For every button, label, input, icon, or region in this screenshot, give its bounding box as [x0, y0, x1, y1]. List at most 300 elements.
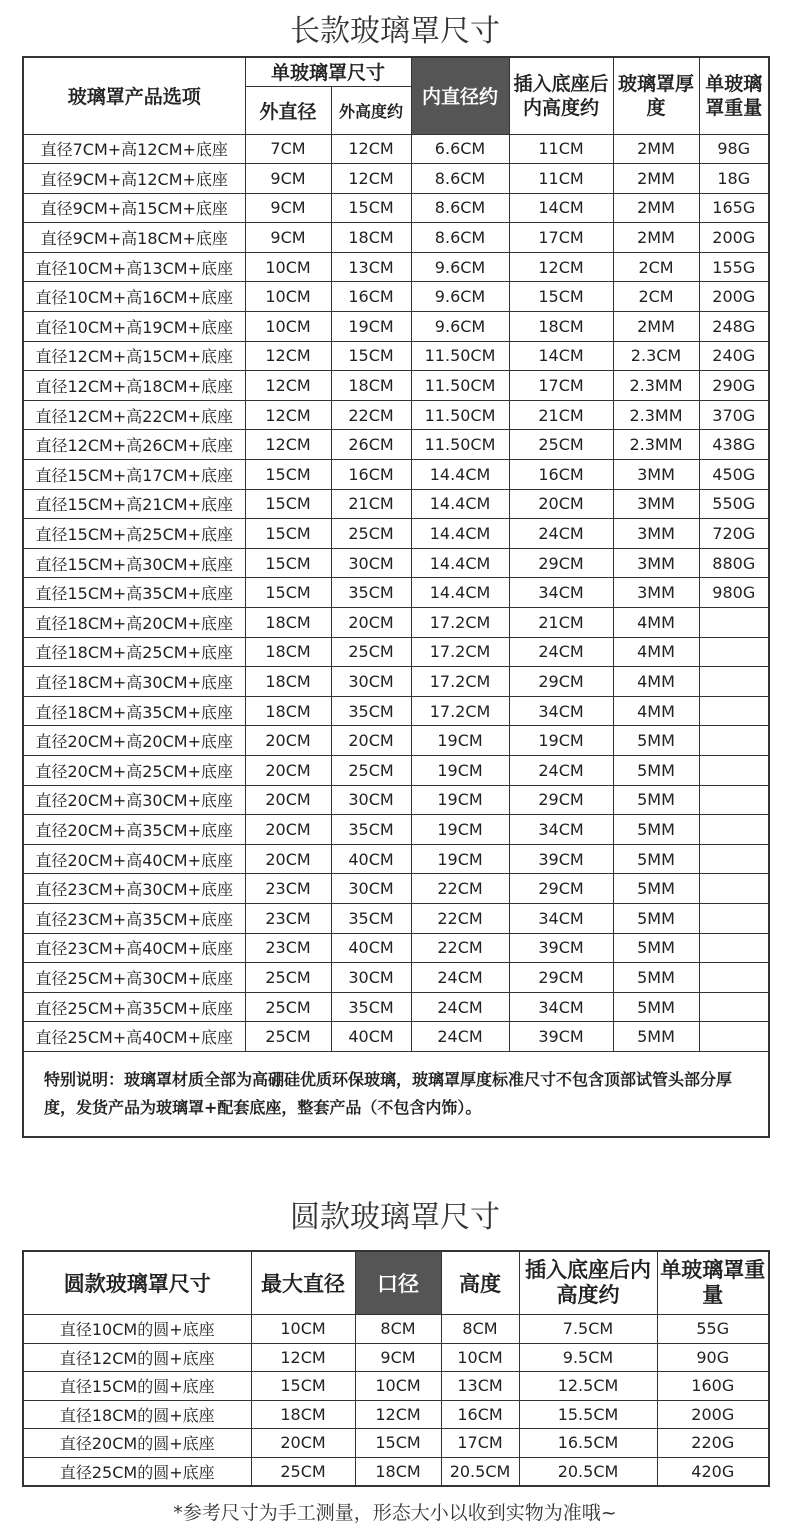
row-value-cell: 16CM [331, 282, 411, 312]
row-value-cell: 2.3CM [613, 341, 699, 371]
row-value-cell: 25CM [331, 519, 411, 549]
round-header-option: 圆款玻璃罩尺寸 [23, 1251, 251, 1315]
row-value-cell: 11CM [509, 164, 613, 194]
row-option-cell: 直径15CM+高21CM+底座 [23, 489, 245, 519]
row-value-cell: 12CM [355, 1400, 441, 1429]
row-value-cell: 18CM [331, 371, 411, 401]
row-value-cell: 3MM [613, 489, 699, 519]
row-option-cell: 直径25CM的圆+底座 [23, 1457, 251, 1486]
row-value-cell: 24CM [411, 1022, 509, 1052]
row-value-cell [699, 933, 769, 963]
table-row [23, 371, 769, 401]
row-value-cell: 24CM [509, 755, 613, 785]
row-value-cell: 10CM [251, 1315, 355, 1344]
row-value-cell: 20CM [245, 726, 331, 756]
row-value-cell: 14.4CM [411, 548, 509, 578]
row-value-cell: 25CM [245, 963, 331, 993]
row-value-cell [699, 608, 769, 638]
table-row [23, 963, 769, 993]
row-value-cell: 40CM [331, 844, 411, 874]
row-value-cell: 29CM [509, 548, 613, 578]
row-value-cell: 155G [699, 252, 769, 282]
header-weight: 单玻璃罩重量 [699, 57, 769, 134]
table-row [23, 637, 769, 667]
row-value-cell: 5MM [613, 726, 699, 756]
row-option-cell: 直径12CM+高22CM+底座 [23, 400, 245, 430]
row-value-cell: 8.6CM [411, 193, 509, 223]
row-option-cell: 直径25CM+高30CM+底座 [23, 963, 245, 993]
row-option-cell: 直径12CM+高26CM+底座 [23, 430, 245, 460]
row-value-cell: 5MM [613, 785, 699, 815]
row-value-cell: 160G [657, 1372, 769, 1401]
row-value-cell: 200G [699, 223, 769, 253]
row-value-cell: 5MM [613, 844, 699, 874]
table-row [23, 1022, 769, 1052]
row-value-cell: 8.6CM [411, 223, 509, 253]
table-row [23, 519, 769, 549]
row-value-cell: 5MM [613, 963, 699, 993]
row-value-cell [699, 1022, 769, 1052]
row-value-cell: 9CM [245, 223, 331, 253]
table-row [23, 282, 769, 312]
row-value-cell: 20CM [245, 815, 331, 845]
round-header-height: 高度 [441, 1251, 519, 1315]
row-value-cell: 35CM [331, 578, 411, 608]
row-value-cell: 11.50CM [411, 371, 509, 401]
row-value-cell: 16.5CM [519, 1429, 657, 1458]
row-value-cell [699, 874, 769, 904]
row-value-cell: 21CM [509, 608, 613, 638]
row-value-cell: 9.6CM [411, 252, 509, 282]
table-row [23, 312, 769, 342]
row-value-cell: 17.2CM [411, 667, 509, 697]
table-row [23, 1372, 769, 1401]
row-value-cell: 15CM [355, 1429, 441, 1458]
row-value-cell: 20.5CM [519, 1457, 657, 1486]
table-row [23, 1343, 769, 1372]
header-thickness: 玻璃罩厚度 [613, 57, 699, 134]
row-value-cell: 25CM [245, 1022, 331, 1052]
row-value-cell: 4MM [613, 608, 699, 638]
row-value-cell: 17CM [509, 371, 613, 401]
table-row [23, 1400, 769, 1429]
row-value-cell: 11CM [509, 134, 613, 164]
table-row [23, 341, 769, 371]
row-value-cell: 370G [699, 400, 769, 430]
round-header-max-diameter: 最大直径 [251, 1251, 355, 1315]
row-value-cell: 30CM [331, 785, 411, 815]
row-value-cell [699, 903, 769, 933]
row-value-cell: 18G [699, 164, 769, 194]
row-value-cell: 18CM [509, 312, 613, 342]
row-value-cell: 12CM [251, 1343, 355, 1372]
row-option-cell: 直径20CM+高35CM+底座 [23, 815, 245, 845]
header-option: 玻璃罩产品选项 [23, 57, 245, 134]
row-value-cell: 880G [699, 548, 769, 578]
row-value-cell [699, 726, 769, 756]
row-option-cell: 直径23CM+高35CM+底座 [23, 903, 245, 933]
row-value-cell: 39CM [509, 933, 613, 963]
row-value-cell [699, 963, 769, 993]
row-value-cell: 2.3MM [613, 371, 699, 401]
row-value-cell: 25CM [245, 992, 331, 1022]
row-value-cell: 5MM [613, 815, 699, 845]
round-header-weight: 单玻璃罩重量 [657, 1251, 769, 1315]
row-value-cell: 20CM [331, 608, 411, 638]
row-value-cell: 15CM [245, 460, 331, 490]
row-option-cell: 直径15CM+高35CM+底座 [23, 578, 245, 608]
table-row [23, 1457, 769, 1486]
row-value-cell: 5MM [613, 755, 699, 785]
row-value-cell: 22CM [331, 400, 411, 430]
table-row [23, 815, 769, 845]
row-value-cell: 39CM [509, 844, 613, 874]
row-option-cell: 直径18CM+高30CM+底座 [23, 667, 245, 697]
row-value-cell [699, 755, 769, 785]
table-row [23, 164, 769, 194]
table-row [23, 874, 769, 904]
round-section-title: 圆款玻璃罩尺寸 [290, 1200, 500, 1235]
row-value-cell: 2.3MM [613, 400, 699, 430]
row-value-cell: 2CM [613, 252, 699, 282]
row-value-cell: 30CM [331, 874, 411, 904]
row-value-cell: 12.5CM [519, 1372, 657, 1401]
round-header-mouth: 口径 [355, 1251, 441, 1315]
row-option-cell: 直径25CM+高35CM+底座 [23, 992, 245, 1022]
row-value-cell: 40CM [331, 933, 411, 963]
row-value-cell: 11.50CM [411, 400, 509, 430]
row-value-cell: 10CM [245, 312, 331, 342]
row-value-cell: 15CM [509, 282, 613, 312]
row-value-cell: 14.4CM [411, 460, 509, 490]
row-option-cell: 直径12CM+高18CM+底座 [23, 371, 245, 401]
row-value-cell: 450G [699, 460, 769, 490]
row-option-cell: 直径7CM+高12CM+底座 [23, 134, 245, 164]
row-value-cell: 20CM [245, 755, 331, 785]
row-value-cell: 39CM [509, 1022, 613, 1052]
row-value-cell: 14.4CM [411, 578, 509, 608]
row-value-cell: 15CM [331, 341, 411, 371]
table-row [23, 844, 769, 874]
row-value-cell: 3MM [613, 578, 699, 608]
row-value-cell: 12CM [509, 252, 613, 282]
row-value-cell: 19CM [411, 726, 509, 756]
row-value-cell: 5MM [613, 1022, 699, 1052]
row-value-cell: 30CM [331, 667, 411, 697]
table-row [23, 489, 769, 519]
table-row [23, 726, 769, 756]
row-value-cell: 2MM [613, 193, 699, 223]
table-row [23, 548, 769, 578]
row-value-cell: 20CM [331, 726, 411, 756]
row-value-cell: 2CM [613, 282, 699, 312]
row-value-cell: 5MM [613, 874, 699, 904]
row-option-cell: 直径12CM的圆+底座 [23, 1343, 251, 1372]
row-value-cell: 7CM [245, 134, 331, 164]
row-value-cell: 15CM [331, 193, 411, 223]
row-value-cell: 9.6CM [411, 312, 509, 342]
row-value-cell: 7.5CM [519, 1315, 657, 1344]
table-row [23, 903, 769, 933]
row-value-cell: 8.6CM [411, 164, 509, 194]
row-option-cell: 直径23CM+高30CM+底座 [23, 874, 245, 904]
row-value-cell: 18CM [245, 637, 331, 667]
row-value-cell: 200G [699, 282, 769, 312]
row-value-cell: 17.2CM [411, 637, 509, 667]
row-option-cell: 直径15CM+高25CM+底座 [23, 519, 245, 549]
row-value-cell: 20CM [251, 1429, 355, 1458]
header-outer-height: 外高度约 [331, 86, 411, 134]
row-option-cell: 直径10CM+高13CM+底座 [23, 252, 245, 282]
row-value-cell: 35CM [331, 696, 411, 726]
row-value-cell: 9CM [245, 164, 331, 194]
row-option-cell: 直径12CM+高15CM+底座 [23, 341, 245, 371]
row-value-cell: 17.2CM [411, 696, 509, 726]
row-value-cell: 24CM [509, 519, 613, 549]
row-value-cell: 5MM [613, 992, 699, 1022]
special-note: 特别说明：玻璃罩材质全部为高硼硅优质环保玻璃，玻璃罩厚度标准尺寸不包含顶部试管头部分厚度，发货产品为玻璃罩+配套底座，整套产品（不包含内饰）。 [23, 1051, 769, 1137]
row-option-cell: 直径20CM+高30CM+底座 [23, 785, 245, 815]
row-option-cell: 直径18CM+高25CM+底座 [23, 637, 245, 667]
row-value-cell: 30CM [331, 963, 411, 993]
table-row [23, 755, 769, 785]
row-value-cell: 16CM [331, 460, 411, 490]
row-value-cell [699, 696, 769, 726]
row-value-cell: 11.50CM [411, 341, 509, 371]
row-value-cell: 10CM [245, 252, 331, 282]
row-value-cell: 12CM [331, 134, 411, 164]
row-value-cell: 12CM [245, 371, 331, 401]
row-option-cell: 直径9CM+高18CM+底座 [23, 223, 245, 253]
table-row [23, 933, 769, 963]
row-value-cell: 29CM [509, 785, 613, 815]
row-value-cell: 98G [699, 134, 769, 164]
row-value-cell: 11.50CM [411, 430, 509, 460]
row-option-cell: 直径23CM+高40CM+底座 [23, 933, 245, 963]
row-value-cell: 34CM [509, 815, 613, 845]
round-header-inner-height: 插入底座后内高度约 [519, 1251, 657, 1315]
row-value-cell: 4MM [613, 696, 699, 726]
row-value-cell: 15.5CM [519, 1400, 657, 1429]
row-option-cell: 直径10CM的圆+底座 [23, 1315, 251, 1344]
round-size-table [22, 1250, 770, 1487]
row-value-cell: 35CM [331, 815, 411, 845]
row-value-cell: 438G [699, 430, 769, 460]
row-value-cell: 34CM [509, 696, 613, 726]
row-value-cell: 19CM [411, 785, 509, 815]
row-value-cell: 2MM [613, 164, 699, 194]
row-option-cell: 直径18CM的圆+底座 [23, 1400, 251, 1429]
row-option-cell: 直径20CM+高25CM+底座 [23, 755, 245, 785]
long-size-table [22, 56, 770, 1138]
row-value-cell: 23CM [245, 903, 331, 933]
row-value-cell: 25CM [509, 430, 613, 460]
row-value-cell: 720G [699, 519, 769, 549]
row-value-cell: 6.6CM [411, 134, 509, 164]
row-value-cell: 8CM [355, 1315, 441, 1344]
row-value-cell: 25CM [331, 637, 411, 667]
table-row [23, 460, 769, 490]
row-value-cell: 3MM [613, 519, 699, 549]
row-value-cell: 980G [699, 578, 769, 608]
row-value-cell: 17CM [509, 223, 613, 253]
row-value-cell: 240G [699, 341, 769, 371]
row-value-cell: 9.5CM [519, 1343, 657, 1372]
row-value-cell [699, 844, 769, 874]
row-value-cell: 19CM [509, 726, 613, 756]
row-option-cell: 直径10CM+高16CM+底座 [23, 282, 245, 312]
row-value-cell: 3MM [613, 460, 699, 490]
table-row [23, 400, 769, 430]
row-value-cell: 8CM [441, 1315, 519, 1344]
row-value-cell [699, 815, 769, 845]
row-value-cell: 165G [699, 193, 769, 223]
row-value-cell: 90G [657, 1343, 769, 1372]
row-value-cell: 9.6CM [411, 282, 509, 312]
row-value-cell: 35CM [331, 903, 411, 933]
row-value-cell: 5MM [613, 903, 699, 933]
row-value-cell: 14.4CM [411, 519, 509, 549]
row-value-cell: 16CM [509, 460, 613, 490]
row-value-cell: 13CM [441, 1372, 519, 1401]
row-option-cell: 直径18CM+高35CM+底座 [23, 696, 245, 726]
row-value-cell: 19CM [411, 844, 509, 874]
row-value-cell [699, 785, 769, 815]
row-value-cell: 25CM [331, 755, 411, 785]
row-value-cell: 22CM [411, 933, 509, 963]
row-value-cell: 14CM [509, 193, 613, 223]
row-value-cell: 22CM [411, 874, 509, 904]
row-value-cell: 12CM [245, 430, 331, 460]
row-value-cell: 2MM [613, 134, 699, 164]
row-value-cell: 20CM [509, 489, 613, 519]
row-option-cell: 直径9CM+高15CM+底座 [23, 193, 245, 223]
row-value-cell: 34CM [509, 992, 613, 1022]
footer-note: *参考尺寸为手工测量，形态大小以收到实物为准哦~ [173, 1502, 617, 1524]
table-row [23, 667, 769, 697]
row-value-cell: 2.3MM [613, 430, 699, 460]
long-section-title: 长款玻璃罩尺寸 [290, 14, 500, 49]
table-row [23, 992, 769, 1022]
row-value-cell: 30CM [331, 548, 411, 578]
row-value-cell [699, 992, 769, 1022]
row-value-cell: 290G [699, 371, 769, 401]
row-option-cell: 直径15CM的圆+底座 [23, 1372, 251, 1401]
row-value-cell: 10CM [245, 282, 331, 312]
row-value-cell: 23CM [245, 933, 331, 963]
table-row [23, 608, 769, 638]
row-value-cell: 34CM [509, 903, 613, 933]
row-value-cell: 12CM [245, 341, 331, 371]
row-value-cell: 29CM [509, 874, 613, 904]
row-value-cell: 20CM [245, 844, 331, 874]
row-value-cell: 15CM [245, 489, 331, 519]
row-value-cell: 18CM [331, 223, 411, 253]
row-value-cell: 10CM [355, 1372, 441, 1401]
table-row [23, 578, 769, 608]
row-value-cell: 29CM [509, 667, 613, 697]
table-row [23, 223, 769, 253]
row-value-cell: 550G [699, 489, 769, 519]
row-value-cell: 22CM [411, 903, 509, 933]
row-value-cell: 16CM [441, 1400, 519, 1429]
row-option-cell: 直径15CM+高17CM+底座 [23, 460, 245, 490]
row-value-cell: 18CM [245, 608, 331, 638]
row-value-cell: 55G [657, 1315, 769, 1344]
header-outer-diameter: 外直径 [245, 86, 331, 134]
row-value-cell: 220G [657, 1429, 769, 1458]
row-value-cell: 18CM [245, 667, 331, 697]
row-option-cell: 直径20CM的圆+底座 [23, 1429, 251, 1458]
row-value-cell: 2MM [613, 223, 699, 253]
row-value-cell: 4MM [613, 667, 699, 697]
row-value-cell: 19CM [331, 312, 411, 342]
row-value-cell: 26CM [331, 430, 411, 460]
row-value-cell: 21CM [331, 489, 411, 519]
row-value-cell [699, 637, 769, 667]
row-value-cell: 13CM [331, 252, 411, 282]
table-row [23, 252, 769, 282]
table-row [23, 134, 769, 164]
row-value-cell: 21CM [509, 400, 613, 430]
row-value-cell: 14CM [509, 341, 613, 371]
row-value-cell: 5MM [613, 933, 699, 963]
row-value-cell: 23CM [245, 874, 331, 904]
row-option-cell: 直径9CM+高12CM+底座 [23, 164, 245, 194]
row-value-cell: 12CM [245, 400, 331, 430]
table-row [23, 193, 769, 223]
row-value-cell: 19CM [411, 815, 509, 845]
header-inner-diameter: 内直径约 [411, 57, 509, 134]
table-row [23, 1315, 769, 1344]
row-option-cell: 直径25CM+高40CM+底座 [23, 1022, 245, 1052]
row-value-cell: 15CM [245, 519, 331, 549]
row-value-cell: 15CM [251, 1372, 355, 1401]
row-value-cell: 248G [699, 312, 769, 342]
row-option-cell: 直径20CM+高20CM+底座 [23, 726, 245, 756]
header-inner-height: 插入底座后内高度约 [509, 57, 613, 134]
row-value-cell: 12CM [331, 164, 411, 194]
row-value-cell: 9CM [355, 1343, 441, 1372]
table-row [23, 696, 769, 726]
row-value-cell: 29CM [509, 963, 613, 993]
row-value-cell: 19CM [411, 755, 509, 785]
row-value-cell: 20.5CM [441, 1457, 519, 1486]
row-value-cell: 34CM [509, 578, 613, 608]
row-value-cell: 14.4CM [411, 489, 509, 519]
row-value-cell: 9CM [245, 193, 331, 223]
row-value-cell: 17CM [441, 1429, 519, 1458]
row-value-cell: 15CM [245, 578, 331, 608]
row-value-cell [699, 667, 769, 697]
row-value-cell: 15CM [245, 548, 331, 578]
row-value-cell: 420G [657, 1457, 769, 1486]
row-value-cell: 18CM [355, 1457, 441, 1486]
row-value-cell: 3MM [613, 548, 699, 578]
row-option-cell: 直径15CM+高30CM+底座 [23, 548, 245, 578]
row-value-cell: 2MM [613, 312, 699, 342]
row-value-cell: 4MM [613, 637, 699, 667]
row-value-cell: 24CM [411, 992, 509, 1022]
table-row [23, 1429, 769, 1458]
header-single-size: 单玻璃罩尺寸 [245, 57, 411, 86]
row-value-cell: 24CM [411, 963, 509, 993]
row-value-cell: 10CM [441, 1343, 519, 1372]
table-row [23, 785, 769, 815]
row-value-cell: 200G [657, 1400, 769, 1429]
row-value-cell: 18CM [251, 1400, 355, 1429]
row-option-cell: 直径10CM+高19CM+底座 [23, 312, 245, 342]
